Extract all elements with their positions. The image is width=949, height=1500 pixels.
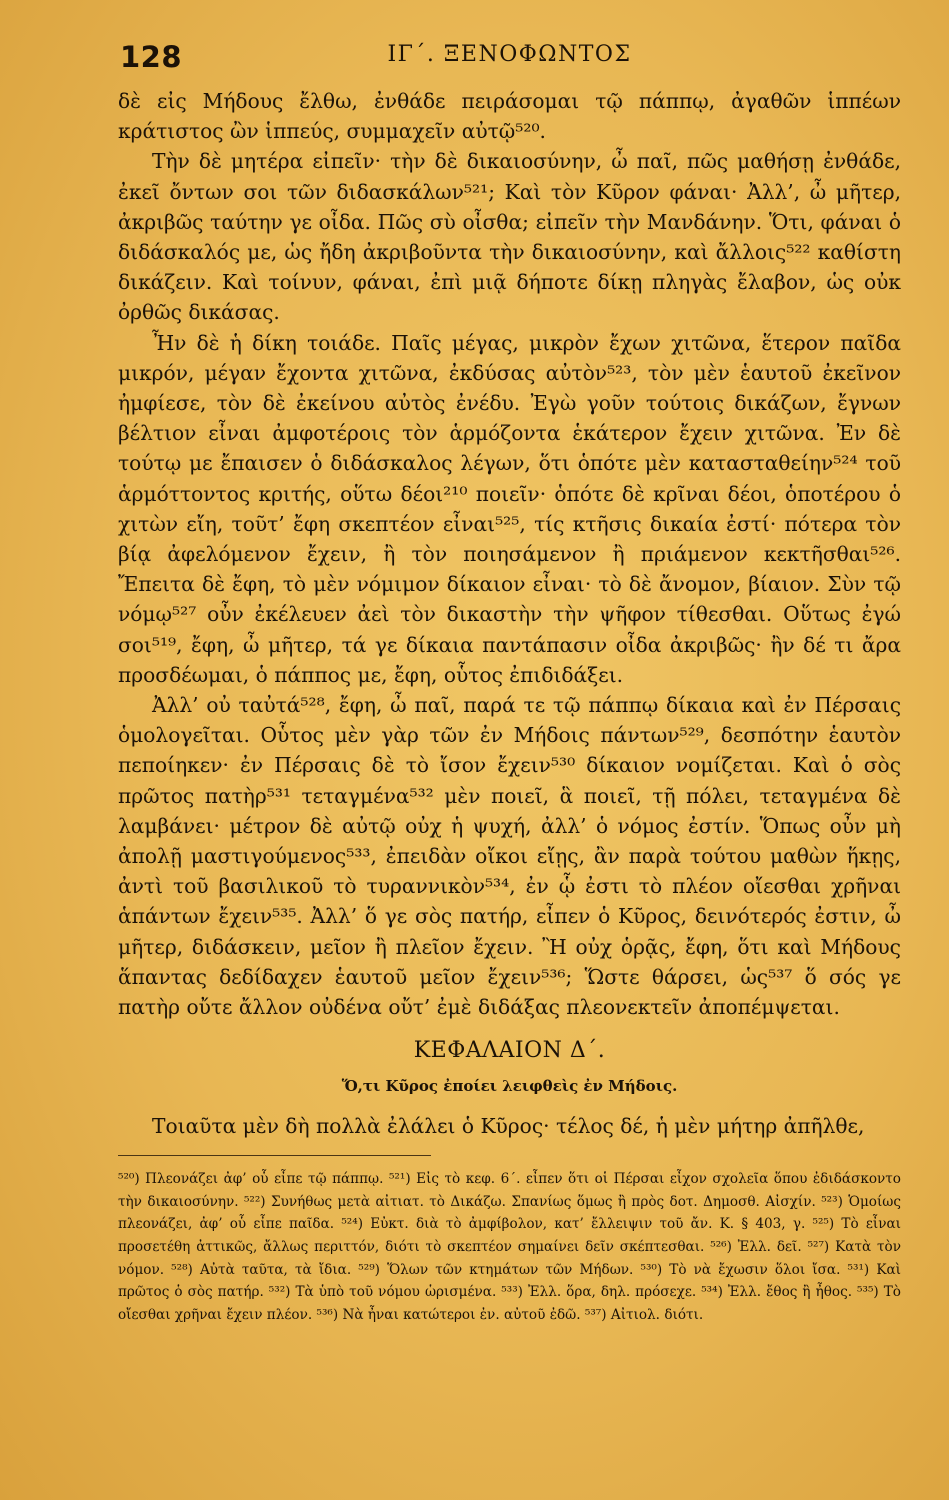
paragraph: Τὴν δὲ μητέρα εἰπεῖν· τὴν δὲ δικαιοσύνην, ὦ παῖ, πῶς μαθήσῃ ἐνθάδε, ἐκεῖ ὄντων σοι τῶν διδασκάλων⁵²¹; Καὶ τὸν Κῦρον φάναι· Ἀλλ’, ὦ μῆτερ, ἀκριβῶς ταύτην γε οἶδα. Πῶς σὺ οἶσθα; εἰπεῖν τὴν Μανδάνην. Ὅτι, φάναι ὁ διδάσκαλός με, ὡς ἤδη ἀκριβοῦντα τὴν δικαιοσύνην, καὶ ἄλλοις⁵²² καθίστη δικάζειν. Καὶ τοίνυν, φάναι, ἐπὶ μιᾷ δήποτε δίκῃ πληγὰς ἔλαβον, ὡς οὐκ ὀρθῶς δικάσας.: [118, 149, 901, 325]
paragraph: Ἦν δὲ ἡ δίκη τοιάδε. Παῖς μέγας, μικρὸν ἔχων χιτῶνα, ἕτερον παῖδα μικρόν, μέγαν ἔχοντα χιτῶνα, ἐκδύσας αὐτὸν⁵²³, τὸν μὲν ἑαυτοῦ ἐκεῖνον ἠμφίεσε, τὸν δὲ ἐκείνου αὐτὸς ἐνέδυ. Ἐγὼ γοῦν τούτοις δικάζων, ἔγνων βέλτιον εἶναι ἀμφοτέροις τὸν ἁρμόζοντα ἑκάτερον ἔχειν χιτῶνα. Ἐν δὲ τούτῳ με ἔπαισεν ὁ διδάσκαλος λέγων, ὅτι ὁπότε μὲν κατασταθείην⁵²⁴ τοῦ ἁρμόττοντος κριτής, οὕτω δέοι²¹⁰ ποιεῖν· ὁπότε δὲ κρῖναι δέοι, ὁποτέρου ὁ χιτὼν εἴη, τοῦτ’ ἔφη σκεπτέον εἶναι⁵²⁵, τίς κτῆσις δικαία ἐστί· πότερα τὸν βίᾳ ἀφελόμενον ἔχειν, ἢ τὸν ποιησάμενον ἢ πριάμενον κεκτῆσθαι⁵²⁶. Ἔπειτα δὲ ἔφη, τὸ μὲν νόμιμον δίκαιον εἶναι· τὸ δὲ ἄνομον, βίαιον. Σὺν τῷ νόμῳ⁵²⁷ οὖν ἐκέλευεν ἀεὶ τὸν δικαστὴν τὴν ψῆφον τίθεσθαι. Οὕτως ἐγώ σοι⁵¹⁹, ἔφη, ὦ μῆτερ, τά γε δίκαια παντάπασιν οἶδα ἀκριβῶς· ἢν δέ τι ἄρα προσδέωμαι, ὁ πάππος με, ἔφη, οὗτος ἐπιδιδάξει.: [118, 330, 901, 687]
footnotes: ⁵²⁰) Πλεονάζει ἀφ’ οὗ εἶπε τῷ πάππῳ. ⁵²¹) Εἰς τὸ κεφ. 6΄. εἶπεν ὅτι οἱ Πέρσαι εἶχον σχολεῖα ὅπου ἐδιδάσκοντο τὴν δικαιοσύνην. ⁵²²) Συνήθως μετὰ αἰτιατ. τὸ Δικάζω. Σπανίως ὅμως ἢ πρὸς δοτ. Δημοσθ. Αἰσχίν. ⁵²³) Ὁμοίως πλεονάζει, ἀφ’ οὗ εἶπε παῖδα. ⁵²⁴) Εὐκτ. διὰ τὸ ἀμφίβολον, κατ’ ἔλλειψιν τοῦ ἄν. Κ. § 403, γ. ⁵²⁵) Τὸ εἶναι προσετέθη ἀττικῶς, ἄλλως περιττόν, διότι τὸ σκεπτέον σημαίνει δεῖν σκέπτεσθαι. ⁵²⁶) Ἐλλ. δεῖ. ⁵²⁷) Κατὰ τὸν νόμον. ⁵²⁸) Αὐτὰ ταῦτα, τὰ ἴδια. ⁵²⁹) Ὅλων τῶν κτημάτων τῶν Μήδων. ⁵³⁰) Τὸ νὰ ἔχωσιν ὅλοι ἴσα. ⁵³¹) Καὶ πρῶτος ὁ σὸς πατήρ. ⁵³²) Τὰ ὑπὸ τοῦ νόμου ὡρισμένα. ⁵³³) Ἐλλ. ὅρα, δηλ. πρόσεχε. ⁵³⁴) Ἐλλ. ἔθος ἢ ἦθος. ⁵³⁵) Τὸ οἴεσθαι χρῆναι ἔχειν πλέον. ⁵³⁶) Νὰ ἦναι κατώτεροι ἐν. αὐτοῦ ἐδῶ. ⁵³⁷) Αἰτιολ. διότι.: [118, 1171, 901, 1323]
main-text: [118, 86, 901, 1022]
running-title: ΙΓ΄. ΞΕΝΟΦΩΝΤΟΣ: [387, 42, 632, 67]
page-number: 128: [120, 40, 183, 74]
page-header: [118, 40, 901, 84]
paragraph: δὲ εἰς Μήδους ἔλθω, ἐνθάδε πειράσομαι τῷ πάππῳ, ἀγαθῶν ἱππέων κράτιστος ὢν ἱππεύς, συμμαχεῖν αὐτῷ⁵²⁰.: [118, 89, 901, 144]
footnote-divider: [118, 1155, 431, 1156]
chapter-subtitle: Ὅ,τι Κῦρος ἐποίει λειφθεὶς ἐν Μήδοις.: [341, 1077, 678, 1096]
chapter-first-line: Τοιαῦτα μὲν δὴ πολλὰ ἐλάλει ὁ Κῦρος· τέλος δέ, ἡ μὲν μήτηρ ἀπῆλθε,: [152, 1114, 865, 1139]
paragraph: Ἀλλ’ οὐ ταὐτά⁵²⁸, ἔφη, ὦ παῖ, παρά τε τῷ πάππῳ δίκαια καὶ ἐν Πέρσαις ὁμολογεῖται. Οὗτος μὲν γὰρ τῶν ἐν Μήδοις πάντων⁵²⁹, δεσπότην ἑαυτὸν πεποίηκεν· ἐν Πέρσαις δὲ τὸ ἴσον ἔχειν⁵³⁰ δίκαιον νομίζεται. Καὶ ὁ σὸς πρῶτος πατὴρ⁵³¹ τεταγμένα⁵³² μὲν ποιεῖ, ἃ ποιεῖ, τῇ πόλει, τεταγμένα δὲ λαμβάνει· μέτρον δὲ αὐτῷ οὐχ ἡ ψυχή, ἀλλ’ ὁ νόμος ἐστίν. Ὅπως οὖν μὴ ἀπολῇ μαστιγούμενος⁵³³, ἐπειδὰν οἴκοι εἴῃς, ἂν παρὰ τούτου μαθὼν ἥκῃς, ἀντὶ τοῦ βασιλικοῦ τὸ τυραννικὸν⁵³⁴, ἐν ᾧ ἐστι τὸ πλέον οἴεσθαι χρῆναι ἁπάντων ἔχειν⁵³⁵. Ἀλλ’ ὅ γε σὸς πατήρ, εἶπεν ὁ Κῦρος, δεινότερός ἐστιν, ὦ μῆτερ, διδάσκειν, μεῖον ἢ πλεῖον ἔχειν. Ἢ οὐχ ὁρᾷς, ἔφη, ὅτι καὶ Μήδους ἅπαντας δεδίδαχεν ἑαυτοῦ μεῖον ἔχειν⁵³⁶; Ὥστε θάρσει, ὡς⁵³⁷ ὅ σός γε πατὴρ οὔτε ἄλλον οὐδένα οὔτ’ ἐμὲ διδάξας πλεονεκτεῖν ἀποπέμψεται.: [118, 693, 901, 1020]
chapter-title: ΚΕΦΑΛΑΙΟΝ Δ΄.: [413, 1038, 606, 1064]
